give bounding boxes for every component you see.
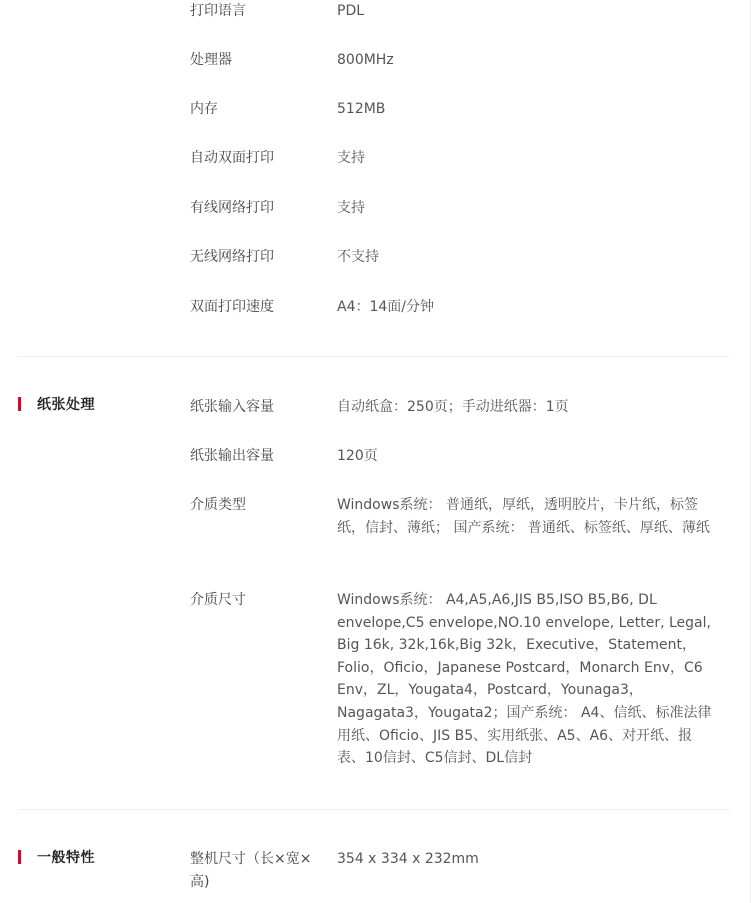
spec-value: 800MHz [337,52,394,68]
spec-value: 120页 [337,448,378,464]
spec-label: 无线网络打印 [190,249,274,265]
spec-label: 介质类型 [190,497,246,513]
spec-value: 354 x 334 x 232mm [337,851,479,867]
spec-label: 处理器 [190,52,232,68]
spec-value: PDL [337,3,365,19]
section-title: 纸张处理 [37,397,95,413]
spec-value: 不支持 [337,249,379,265]
spec-label: 双面打印速度 [190,299,274,315]
spec-value: 512MB [337,101,386,117]
spec-label: 纸张输入容量 [190,399,274,415]
spec-value: Windows系统： A4,A5,A6,JIS B5,ISO B5,B6, DL envelope,C5 envelope,NO.10 envelope, Letter, Legal, Big 16k, 32k,16k,Big 32k，Executive，Statement，Folio，Oficio，Japanese Postcard，Monarch Env，C6 Env，ZL，Yougata4，Postcard，Younaga3，Nagagata3，Yougata2；国产系统： A4、信纸、标准法律用纸、Oficio、JIS B5、实用纸张、A5、A6、对开纸、报表、10信封、C5信封、DL信封 [337,592,712,767]
spec-label: 自动双面打印 [190,150,274,166]
section-divider [18,356,730,357]
section-title: 一般特性 [37,850,95,866]
spec-label: 整机尺寸（长×宽×高) [190,851,312,890]
spec-label: 有线网络打印 [190,200,274,216]
section-accent-bar [18,397,21,411]
section-header-paper [18,394,95,414]
spec-label: 介质尺寸 [190,592,246,608]
spec-value: 自动纸盒：250页；手动进纸器：1页 [337,399,569,415]
spec-value: Windows系统： 普通纸，厚纸，透明胶片，卡片纸，标签纸，信封、薄纸； 国产系统： 普通纸、标签纸、厚纸、薄纸 [337,497,710,536]
section-divider [18,809,730,810]
spec-value: A4：14面/分钟 [337,299,435,315]
spec-value: 支持 [337,150,365,166]
section-header-general [18,847,95,867]
section-accent-bar [18,850,21,864]
spec-label: 打印语言 [190,3,246,19]
spec-value: 支持 [337,200,365,216]
spec-label: 纸张输出容量 [190,448,274,464]
spec-label: 内存 [190,101,218,117]
